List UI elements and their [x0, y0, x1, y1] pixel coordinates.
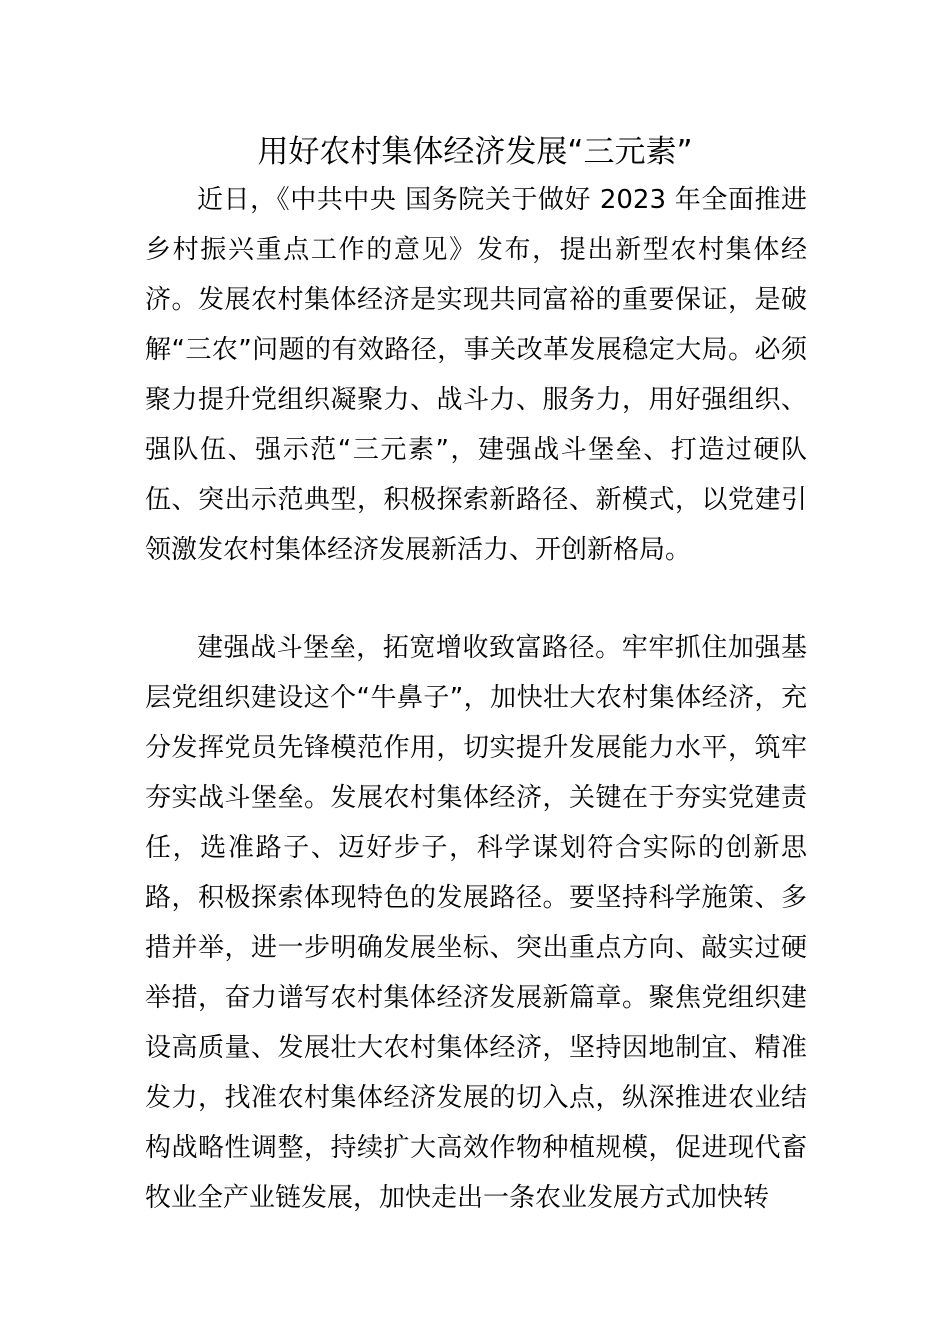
document-title: 用好农村集体经济发展“三元素”: [257, 134, 693, 170]
paragraph-intro: 近日，《中共中央 国务院关于做好 2023 年全面推进乡村振兴重点工作的意见》发布，提出新型农村集体经济。发展农村集体经济是实现共同富裕的重要保证，是破解“三农”问题的有效路径，事关改革发展稳定大局。必须聚力提升党组织凝聚力、战斗力、服务力，用好强组织、强队伍、强示范“三元素”，建强战斗堡垒、打造过硬队伍、突出示范典型，积极探索新路径、新模式，以党建引领激发农村集体经济发展新活力、开创新格局。: [145, 185, 807, 565]
paragraph-body: 建强战斗堡垒，拓宽增收致富路径。牢牢抓住加强基层党组织建设这个“牛鼻子”，加快壮大农村集体经济，充分发挥党员先锋模范作用，切实提升发展能力水平，筑牢夯实战斗堡垒。发展农村集体经济，关键在于夯实党建责任，选准路子、迈好步子，科学谋划符合实际的创新思路，积极探索体现特色的发展路径。要坚持科学施策、多措并举，进一步明确发展坐标、突出重点方向、敲实过硬举措，奋力谱写农村集体经济发展新篇章。聚焦党组织建设高质量、发展壮大农村集体经济，坚持因地制宜、精准发力，找准农村集体经济发展的切入点，纵深推进农业结构战略性调整，持续扩大高效作物种植规模，促进现代畜牧业全产业链发展，加快走出一条农业发展方式加快转: [145, 633, 807, 1213]
